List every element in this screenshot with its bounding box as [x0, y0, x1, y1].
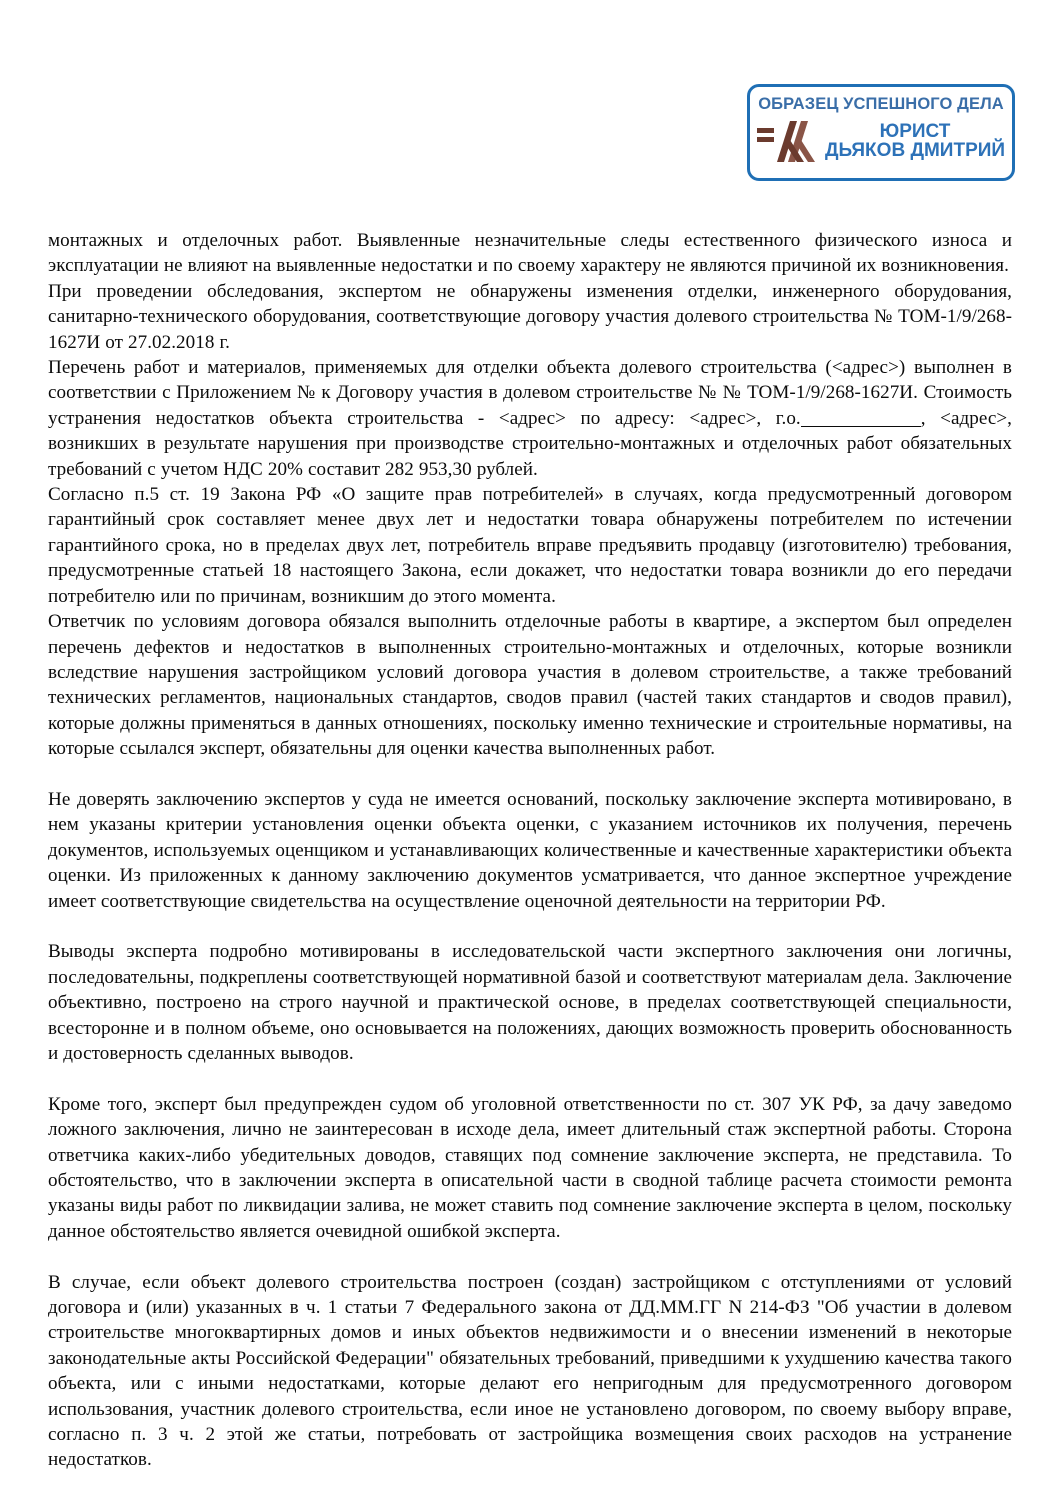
fill-in-blank-line: [801, 426, 921, 427]
stamp-title: ОБРАЗЕЦ УСПЕШНОГО ДЕЛА: [758, 95, 1004, 113]
document-body: [48, 228, 1012, 1473]
success-case-stamp: [747, 84, 1015, 181]
paragraph-3-after-blank: , <адрес>, возникших в результате нарушения при производстве строительно-монтажных и отделочных работ обязательных требований с учетом НДС 20% составит 282 953,30 рублей.: [48, 407, 1013, 480]
stamp-name-line2: ДЬЯКОВ ДМИТРИЙ: [824, 140, 1006, 161]
paragraph-4: Согласно п.5 ст. 19 Закона РФ «О защите прав потребителей» в случаях, когда предусмотренный договором гарантийный срок составляет менее двух лет и недостатки товара обнаружены потребителем по истечении гарантийного срока, но в пределах двух лет, потребитель вправе предъявить продавцу (изготовителю) требования, предусмотренные статьей 18 настоящего Закона, если докажет, что недостатки товара возникли до его передачи потребителю или по причинам, возникшим до этого момента.: [48, 484, 1012, 607]
paragraph-9: В случае, если объект долевого строительства построен (создан) застройщиком с отступлениями от условий договора и (или) указанных в ч. 1 статьи 7 Федерального закона от ДД.ММ.ГГ N 214-ФЗ "Об участии в долевом строительстве многоквартирных домов и иных объектов недвижимости и о внесении изменений в некоторые законодательные акты Российской Федерации" обязательных требований, приведшими к ухудшению качества такого объекта, или с иными недостатками, которые делают его непригодным для предусмотренного договором использования, участник долевого строительства, если иное не установлено договором, по своему выбору вправе, согласно п. 3 ч. 2 этой же статьи, потребовать от застройщика возмещения своих расходов на устранение недостатков.: [48, 1271, 1012, 1471]
paragraph-3: [48, 355, 1012, 482]
stamp-names: [825, 122, 1005, 161]
paragraph-2: При проведении обследования, экспертом не обнаружены изменения отделки, инженерного оборудования, санитарно-технического оборудования, соответствующие договору участия долевого строительства № ТОМ-1/9/268-1627И от 27.02.2018 г.: [48, 280, 1012, 353]
lawyer-monogram-icon: [757, 118, 819, 164]
paragraph-1: монтажных и отделочных работ. Выявленные незначительные следы естественного физического износа и эксплуатации не влияют на выявленные недостатки и по своему характеру не являются причиной их возникновения.: [48, 230, 1012, 277]
paragraph-8: Кроме того, эксперт был предупрежден судом об уголовной ответственности по ст. 307 УК РФ, за дачу заведомо ложного заключения, лично не заинтересован в исходе дела, имеет длительный стаж экспертной работы. Сторона ответчика каких-либо убедительных доводов, ставящих под сомнение заключение эксперта, не представила. То обстоятельство, что в заключении эксперта в описательной части в сводной таблице расчета стоимости ремонта указаны виды работ по ликвидации залива, не может ставить под сомнение заключение эксперта в целом, поскольку данное обстоятельство является очевидной ошибкой эксперта.: [48, 1093, 1012, 1242]
paragraph-5: Ответчик по условиям договора обязался выполнить отделочные работы в квартире, а экспертом был определен перечень дефектов и недостатков в выполненных строительно-монтажных и отделочных, которые возникли вследствие нарушения застройщиком условий договора участия в долевом строительстве, а также требований технических регламентов, национальных стандартов, сводов правил (частей таких стандартов и сводов правил), которые должны применяться в данных отношениях, поскольку именно технические и строительные нормативы, на которые ссылался эксперт, обязательны для оценки качества выполненных работ.: [48, 611, 1012, 760]
paragraph-7: Выводы эксперта подробно мотивированы в исследовательской части экспертного заключения они логичны, последовательны, подкреплены соответствующей нормативной базой и соответствуют материалам дела. Заключение объективно, построено на строго научной и практической основе, в пределах соответствующей специальности, всесторонне и в полном объеме, оно основывается на положениях, дающих возможность проверить обоснованность и достоверность сделанных выводов.: [48, 941, 1012, 1064]
stamp-body: [758, 118, 1004, 164]
stamp-name-line1: ЮРИСТ: [879, 120, 951, 142]
paragraph-3-before-blank: Перечень работ и материалов, применяемых для отделки объекта долевого строительства (<адрес>) выполнен в соответствии с Приложением № к Договору участия в долевом строительстве № № ТОМ-1/9/268-1627И. Стоимость устранения недостатков объекта строительства - <адрес> по адресу: <адрес>, г.о.: [48, 357, 1012, 429]
paragraph-6: Не доверять заключению экспертов у суда не имеется оснований, поскольку заключение эксперта мотивировано, в нем указаны критерии установления оценки объекта оценки, с указанием источников их получения, перечень документов, используемых оценщиком и устанавливающих количественные и качественные характеристики объекта оценки. Из приложенных к данному заключению документов усматривается, что данное экспертное учреждение имеет соответствующие свидетельства на осуществление оценочной деятельности на территории РФ.: [48, 788, 1012, 912]
